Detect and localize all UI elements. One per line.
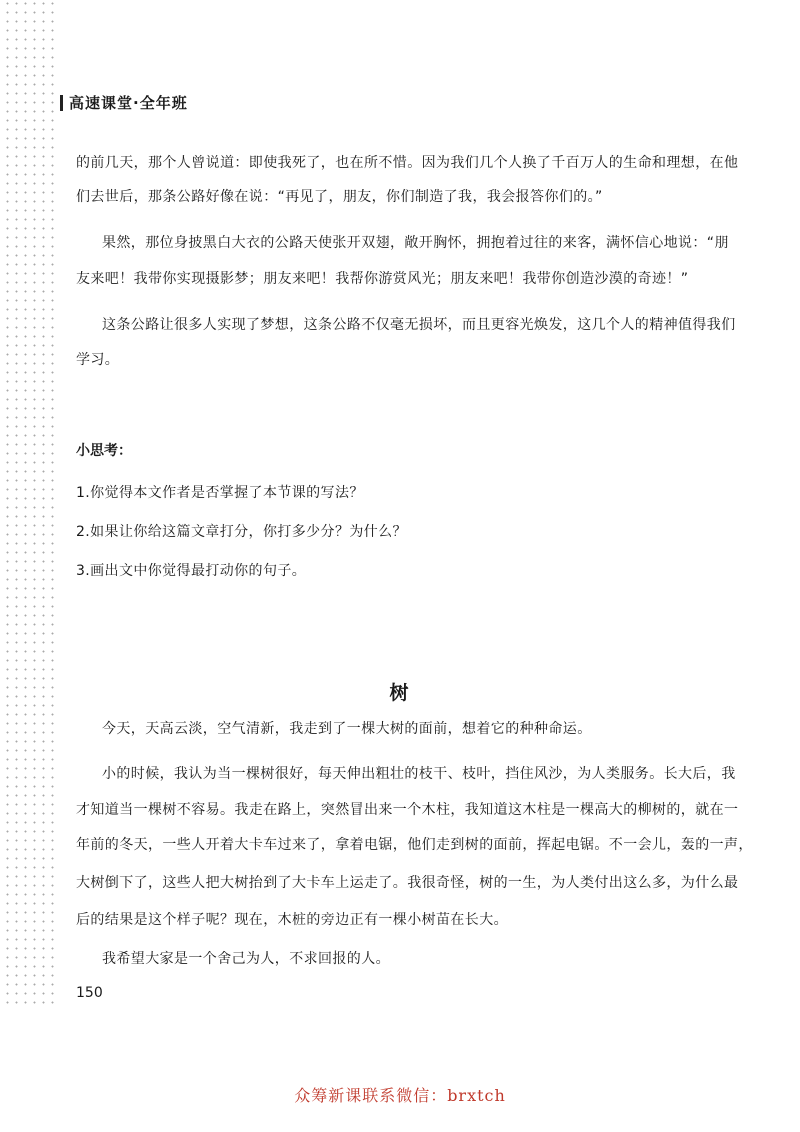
- essay2-line-5: 大树倒下了，这些人把大树抬到了大卡车上运走了。我很奇怪，树的一生，为人类付出这么多，为什么最: [76, 875, 739, 891]
- header-title: 高速课堂·全年班: [69, 94, 188, 112]
- questions-heading: 小思考：: [76, 443, 132, 459]
- dotted-margin: [0, 0, 56, 1010]
- essay2-line-7: 我希望大家是一个舍己为人，不求回报的人。: [102, 951, 390, 967]
- essay2-line-1: 今天，天高云淡，空气清新，我走到了一棵大树的面前，想着它的种种命运。: [102, 721, 592, 737]
- essay2-line-3: 才知道当一棵树不容易。我走在路上，突然冒出来一个木柱，我知道这木柱是一棵高大的柳树的，就在一: [76, 802, 739, 818]
- question-2: 2.如果让你给这篇文章打分，你打多少分？为什么？: [76, 524, 407, 540]
- essay2-line-4: 年前的冬天，一些人开着大卡车过来了，拿着电锯，他们走到树的面前，挥起电锯。不一会儿，轰的一声，: [76, 837, 753, 853]
- essay1-line-2: 们去世后，那条公路好像在说：“再见了，朋友，你们制造了我，我会报答你们的。”: [76, 189, 603, 205]
- essay1-line-3: 果然，那位身披黑白大衣的公路天使张开双翅，敞开胸怀，拥抱着过往的来客，满怀信心地说：“朋: [102, 235, 729, 251]
- essay2-title: 树: [389, 682, 411, 704]
- essay1-line-6: 学习。: [76, 352, 120, 368]
- essay1-line-4: 友来吧！我带你实现摄影梦；朋友来吧！我帮你游赏风光；朋友来吧！我带你创造沙漠的奇迹！”: [76, 271, 689, 287]
- question-1: 1.你觉得本文作者是否掌握了本节课的写法？: [76, 485, 364, 501]
- header-bar: [60, 95, 63, 111]
- essay2-line-2: 小的时候，我认为当一棵树很好，每天伸出粗壮的枝干、枝叶，挡住风沙，为人类服务。长大后，我: [102, 766, 736, 782]
- book-header: [60, 92, 188, 113]
- essay2-line-6: 后的结果是这个样子呢？现在，木桩的旁边正有一棵小树苗在长大。: [76, 912, 508, 928]
- essay1-line-5: 这条公路让很多人实现了梦想，这条公路不仅毫无损坏，而且更容光焕发，这几个人的精神值得我们: [102, 317, 736, 333]
- question-3: 3.画出文中你觉得最打动你的句子。: [76, 563, 307, 579]
- watermark-footer: 众筹新课联系微信：brxtch: [294, 1086, 506, 1105]
- page-number: 150: [76, 985, 103, 1001]
- essay1-line-1: 的前几天，那个人曾说道：即使我死了，也在所不惜。因为我们几个人换了千百万人的生命和理想，在他: [76, 155, 739, 171]
